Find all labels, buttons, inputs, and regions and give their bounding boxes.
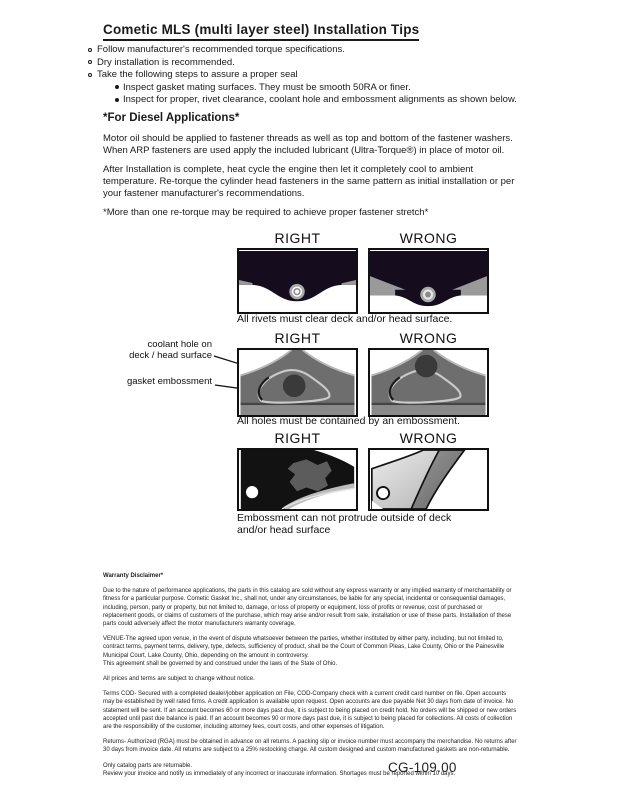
- filled-bullet-icon: [115, 85, 119, 89]
- diesel-paragraph-2: After Installation is complete, heat cycle the engine then let it completely cool to ambient temperature. Re-torque the cylinder head fasteners in the same pattern as initial installation or per your fastener manufacturer's recommendations.: [103, 164, 515, 199]
- rivet-clearance-diagrams: [237, 230, 489, 314]
- filled-bullet-icon: [115, 98, 119, 102]
- legal-paragraph: All prices and terms are subject to change without notice.: [103, 676, 255, 683]
- gasket-embossment-annotation: gasket embossment: [126, 376, 212, 387]
- right-label: RIGHT: [274, 230, 321, 246]
- legal-paragraph: Review your invoice and notify us immediately of any incorrect or inaccurate information. Shortages must be reported within 10 days.: [103, 770, 456, 777]
- sub-tip-text: Inspect for proper, rivet clearance, coolant hole and embossment alignments as shown below.: [123, 94, 517, 106]
- tip-bullet: [88, 69, 517, 82]
- tip-text: Take the following steps to assure a proper seal: [97, 69, 298, 81]
- embossment-caption: All holes must be contained by an embossment.: [237, 415, 460, 427]
- right-label: RIGHT: [274, 430, 321, 446]
- embossment-right-illustration: [239, 350, 356, 415]
- legal-paragraph: Terms COD- Secured with a completed dealer/jobber application on File, COD-Company check with a current credit card number on file. Open accounts may be established by well rated firms. A credit application is available upon request. Open accounts are due payable Net 30 days from date of invoice. No statement will be sent. If an account becomes 60 or more days past due, it is subject to being placed on credit hold. No orders will be shipped or new orders accepted until past due balance is paid. If an account becomes 90 or more days past due, it is subject to being placed for collections. All costs of collection are the responsibility of the customer, including attorney fees, court costs, and other expenses of litigation.: [103, 691, 517, 731]
- right-label: RIGHT: [274, 330, 321, 346]
- protrusion-diagrams: [237, 430, 489, 511]
- tip-bullet: [88, 57, 517, 70]
- diagram-labels: [237, 330, 489, 346]
- sub-bullet: [115, 82, 517, 95]
- wrong-label: WRONG: [399, 330, 458, 346]
- wrong-label: WRONG: [399, 230, 458, 246]
- diagram-boxes: [237, 248, 489, 314]
- embossment-wrong-diagram: [368, 348, 489, 417]
- open-bullet-icon: [88, 73, 92, 77]
- tip-text: Follow manufacturer's recommended torque specifications.: [97, 44, 345, 55]
- page-title: Cometic MLS (multi layer steel) Installation Tips: [103, 22, 419, 41]
- legal-paragraph: Returns- Authorized (RGA) must be obtained in advance on all returns. A packing slip or invoice number must accompany the merchandise. No returns after 30 days from invoice date. All returns are subject to a 25% restocking charge. All custom designed and custom manufactured gaskets are non-returnable.: [103, 739, 517, 754]
- legal-heading: Warranty Disclaimer*: [103, 573, 164, 579]
- legal-paragraph: Only catalog parts are returnable.: [103, 762, 193, 769]
- coolant-hole-annotation: [118, 340, 212, 361]
- protrusion-caption: Embossment can not protrude outside of deck and/or head surface: [237, 512, 452, 536]
- protrusion-wrong-diagram: [368, 448, 489, 511]
- legal-paragraph: VENUE-The agreed upon venue, in the event of dispute whatsoever between the parties, whether instituted by either party, including, but not limited to, contract terms, payment terms, delivery, type, defects, sufficiency of product, shall be the Court of Common Pleas, Lake County, Ohio or the Painesville Municipal Court, Lake County, Ohio, depending on the amount in controversy.: [103, 636, 505, 659]
- diagram-boxes: [237, 448, 489, 511]
- legal-paragraph: Due to the nature of performance applications, the parts in this catalog are sold without any express warranty or any implied warranty of merchantability or fitness for a particular purpose. Cometic Gasket Inc., shall not, under any circumstances, be liable for any special, incidental or consequential damages, including, person, party or property, but not limited to, damage, or loss of property or equipment, loss of profits or revenue, cost of purchased or replacement goods, or claims of customers of the purchase, which may arise and/or result from sale, installation or use of these parts. Installation of these parts could adversely affect the motor manufacturers warranty coverage.: [103, 588, 512, 628]
- annotation-line: deck / head surface: [129, 349, 212, 361]
- diagram-labels: [237, 230, 489, 246]
- diesel-applications-heading: *For Diesel Applications*: [103, 112, 240, 124]
- rivet-right-illustration: [239, 250, 356, 312]
- open-bullet-icon: [88, 60, 92, 64]
- tip-bullet: [88, 44, 517, 57]
- rivet-wrong-diagram: [368, 248, 489, 314]
- embossment-containment-diagrams: [237, 330, 489, 417]
- protrusion-right-illustration: [239, 450, 356, 509]
- protrusion-right-diagram: [237, 448, 358, 511]
- wrong-label: WRONG: [399, 430, 458, 446]
- diagram-boxes: [237, 348, 489, 417]
- legal-paragraph: This agreement shall be governed by and construed under the laws of the State of Ohio.: [103, 660, 338, 667]
- annotation-line: coolant hole on: [147, 339, 212, 350]
- protrusion-wrong-illustration: [370, 450, 487, 509]
- embossment-wrong-illustration: [370, 350, 487, 415]
- retorque-note: *More than one re-torque may be required to achieve proper fastener stretch*: [103, 207, 429, 218]
- sub-bullet: [115, 94, 517, 107]
- rivet-wrong-illustration: [370, 250, 487, 312]
- rivet-caption: All rivets must clear deck and/or head surface.: [237, 313, 453, 325]
- tip-text: Dry installation is recommended.: [97, 56, 235, 68]
- installation-tips-list: [88, 44, 517, 107]
- open-bullet-icon: [88, 48, 92, 52]
- diagram-labels: [237, 430, 489, 446]
- rivet-right-diagram: [237, 248, 358, 314]
- diesel-paragraph-1: Motor oil should be applied to fastener threads as well as top and bottom of the fastener washers. When ARP fasteners are used apply the included lubricant (Ultra-Torque®) in place of motor oil.: [103, 133, 513, 156]
- page-number: CG-109.00: [388, 760, 457, 775]
- warranty-disclaimer: [103, 572, 517, 778]
- embossment-right-diagram: [237, 348, 358, 417]
- sub-tip-text: Inspect gasket mating surfaces. They must be smooth 50RA or finer.: [123, 81, 411, 93]
